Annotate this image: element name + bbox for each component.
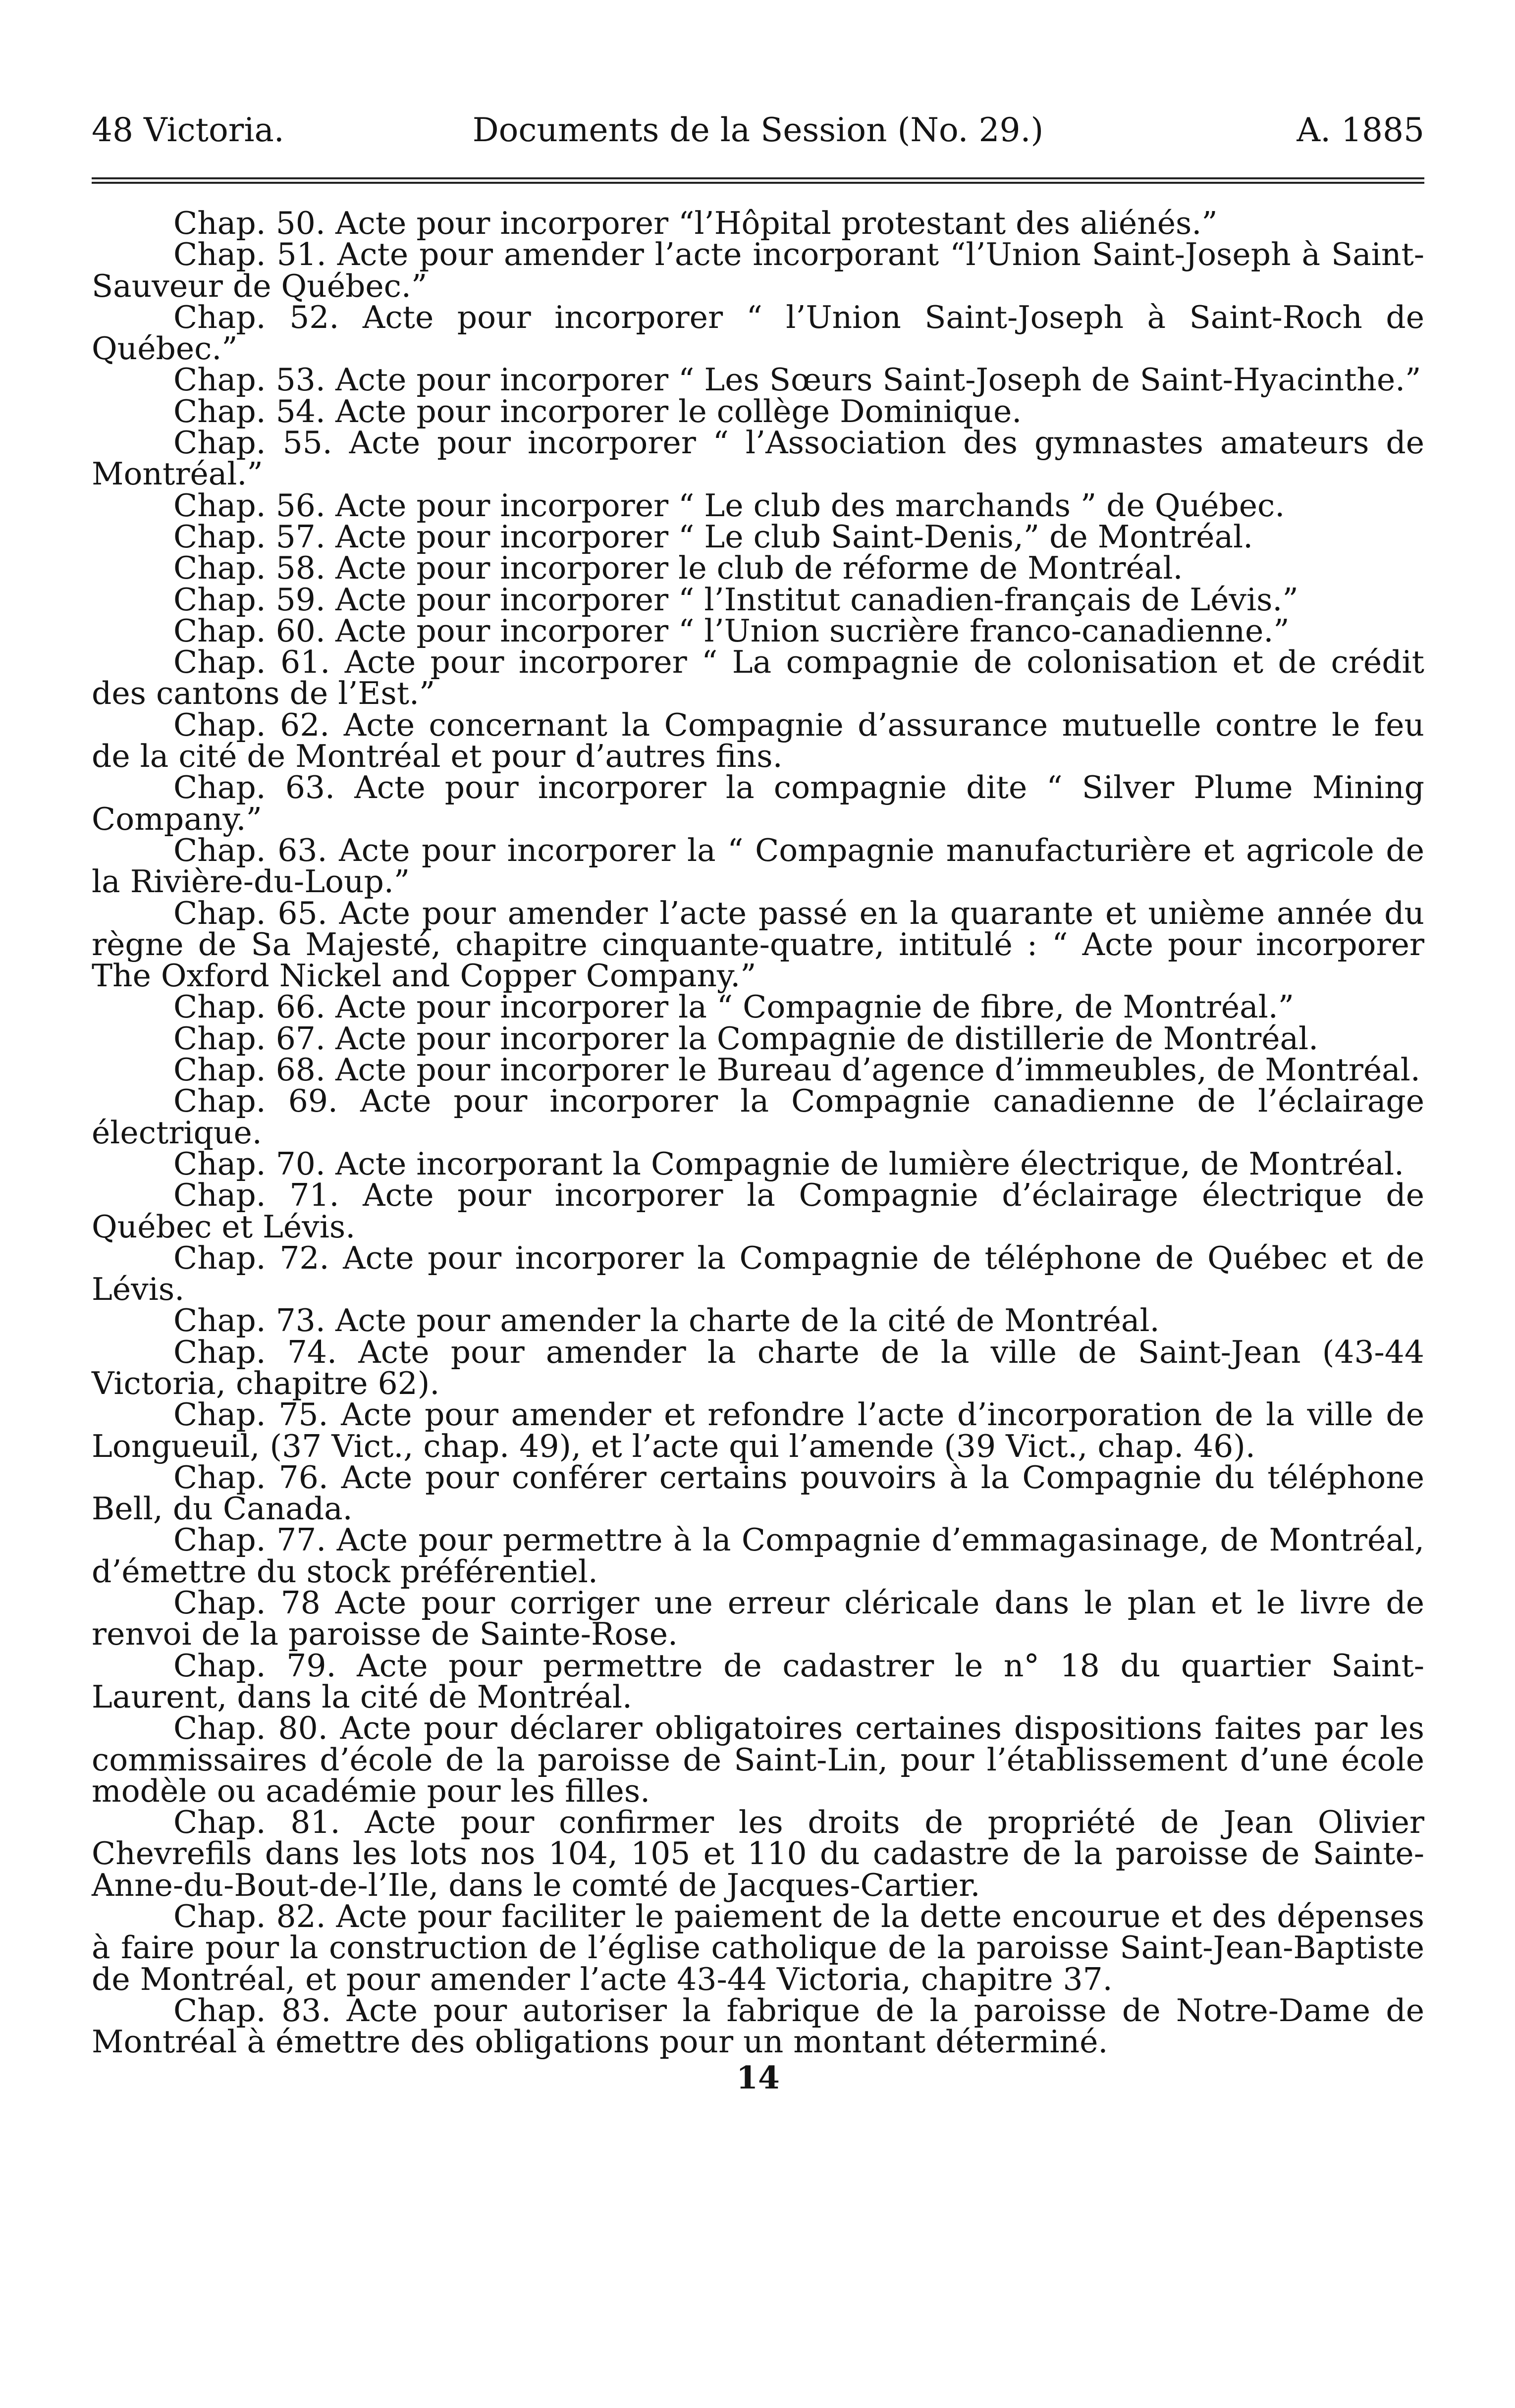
chapter-number: Chap. 75. (173, 1396, 328, 1433)
chapter-number: Chap. 71. (173, 1177, 339, 1214)
chapter-number: Chap. 55. (173, 425, 332, 461)
chapter-entry (92, 1302, 1424, 1339)
chapter-title: Acte pour permettre à la Compagnie d’emmagasinage, de Montréal, d’émettre du stock préférentiel. (92, 1522, 1424, 1590)
chapter-entry (92, 1992, 1424, 2060)
chapter-number: Chap. 54. (173, 393, 325, 429)
chapter-number: Chap. 83. (173, 1992, 331, 2029)
chapter-number: Chap. 70. (173, 1145, 325, 1182)
chapter-title: Acte pour amender la charte de la ville de Saint-Jean (43-44 Victoria, chapitre 62). (92, 1334, 1424, 1401)
chapter-entry (92, 1712, 1424, 1807)
chapter-number: Chap. 53. (173, 362, 325, 398)
chapter-number: Chap. 58. (173, 550, 325, 587)
chapter-number: Chap. 57. (173, 518, 325, 555)
header-title: Documents de la Session (No. 29.) (472, 111, 1044, 149)
chapter-entry (92, 706, 1424, 775)
chapter-number: Chap. 60. (173, 612, 325, 649)
chapter-title: Acte pour incorporer la Compagnie de téléphone de Québec et de Lévis. (92, 1239, 1424, 1308)
chapter-number: Chap. 69. (173, 1083, 338, 1120)
chapter-entry (92, 393, 1424, 429)
chapter-number: Chap. 61. (173, 644, 330, 681)
chapter-entry (92, 581, 1424, 618)
chapter-number: Chap. 74. (173, 1334, 337, 1370)
chapter-entry (92, 1239, 1424, 1308)
header-year: A. 1885 (1297, 111, 1424, 149)
chapter-entry (92, 487, 1424, 524)
chapter-number: Chap. 78 (173, 1585, 321, 1621)
chapter-number: Chap. 63. (173, 832, 327, 868)
chapter-entry (92, 1083, 1424, 1151)
chapter-list (92, 205, 1424, 2060)
chapter-number: Chap. 82. (173, 1898, 326, 1935)
chapter-title: Acte pour incorporer la “ Compagnie manufacturière et agricole de la Rivière-du-Loup.” (92, 832, 1424, 900)
chapter-title: Acte pour amender l’acte passé en la quarante et unième année du règne de Sa Majesté, chapitre cinquante-quatre, intitulé : “ Acte pour incorporer The Oxford Nickel and Copper Company.” (92, 895, 1424, 994)
chapter-title: Acte pour amender la charte de la cité de Montréal. (335, 1302, 1160, 1339)
header-double-rule (92, 177, 1424, 184)
chapter-title: Acte pour confirmer les droits de propriété de Jean Olivier Chevrefils dans les lots nos 104, 105 et 110 du cadastre de la paroisse de Sainte-Anne-du-Bout-de-l’Ile, dans le comté de Jacques-Cartier. (92, 1804, 1424, 1903)
chapter-title: Acte pour amender et refondre l’acte d’incorporation de la ville de Longueuil, (37 Vict., chap. 49), et l’acte qui l’amende (39 Vict., chap. 46). (92, 1396, 1424, 1464)
chapter-number: Chap. 65. (173, 895, 327, 931)
chapter-title: Acte pour amender l’acte incorporant “l’Union Saint-Joseph à Saint-Sauveur de Québec.” (92, 236, 1424, 304)
chapter-entry (92, 205, 1424, 241)
chapter-title: Acte pour conférer certains pouvoirs à la Compagnie du téléphone Bell, du Canada. (92, 1459, 1424, 1527)
chapter-entry (92, 1459, 1424, 1527)
chapter-title: Acte pour incorporer “ La compagnie de colonisation et de crédit des cantons de l’Est.” (92, 644, 1424, 712)
chapter-entry (92, 1585, 1424, 1653)
chapter-number: Chap. 80. (173, 1710, 328, 1747)
running-header (92, 107, 1424, 154)
header-volume: 48 Victoria. (92, 111, 284, 149)
chapter-number: Chap. 79. (173, 1647, 336, 1684)
chapter-title: Acte pour incorporer le collège Dominique. (335, 393, 1022, 429)
chapter-entry (92, 1020, 1424, 1057)
chapter-number: Chap. 62. (173, 706, 330, 743)
chapter-title: Acte pour incorporer la Compagnie d’éclairage électrique de Québec et Lévis. (92, 1177, 1424, 1245)
chapter-title: Acte pour incorporer “ Les Sœurs Saint-Joseph de Saint-Hyacinthe.” (335, 362, 1421, 398)
chapter-number: Chap. 63. (173, 769, 335, 806)
page-number: 14 (736, 2059, 780, 2096)
chapter-entry (92, 1522, 1424, 1590)
chapter-entry (92, 612, 1424, 649)
chapter-title: Acte pour incorporer “ l’Union Saint-Joseph à Saint-Roch de Québec.” (92, 299, 1424, 367)
chapter-entry (92, 989, 1424, 1025)
chapter-title: Acte pour permettre de cadastrer le n° 18 du quartier Saint-Laurent, dans la cité de Montréal. (92, 1647, 1424, 1715)
chapter-title: Acte pour incorporer “ l’Association des gymnastes amateurs de Montréal.” (92, 425, 1424, 492)
chapter-number: Chap. 73. (173, 1302, 325, 1339)
chapter-number: Chap. 51. (173, 236, 326, 273)
chapter-entry (92, 1145, 1424, 1182)
chapter-title: Acte pour incorporer la Compagnie de distillerie de Montréal. (335, 1020, 1319, 1057)
chapter-title: Acte pour incorporer “ Le club des marchands ” de Québec. (335, 487, 1285, 524)
chapter-number: Chap. 77. (173, 1522, 326, 1558)
chapter-entry (92, 1052, 1424, 1088)
chapter-entry (92, 362, 1424, 398)
chapter-number: Chap. 50. (173, 205, 325, 241)
chapter-number: Chap. 72. (173, 1239, 329, 1276)
chapter-title: Acte pour incorporer la “ Compagnie de fibre, de Montréal.” (335, 989, 1295, 1025)
chapter-title: Acte pour faciliter le paiement de la dette encourue et des dépenses à faire pour la construction de l’église catholique de la paroisse Saint-Jean-Baptiste de Montréal, et pour amender l’acte 43-44 Victoria, chapitre 37. (92, 1898, 1424, 1997)
document-page (92, 107, 1424, 2094)
chapter-entry (92, 1647, 1424, 1715)
chapter-title: Acte pour incorporer la Compagnie canadienne de l’éclairage électrique. (92, 1083, 1424, 1151)
chapter-title: Acte concernant la Compagnie d’assurance mutuelle contre le feu de la cité de Montréal et pour d’autres fins. (92, 706, 1424, 775)
chapter-number: Chap. 59. (173, 581, 325, 618)
chapter-number: Chap. 56. (173, 487, 325, 524)
chapter-title: Acte pour incorporer “ l’Institut canadien-français de Lévis.” (335, 581, 1299, 618)
chapter-title: Acte pour incorporer “l’Hôpital protestant des aliénés.” (335, 205, 1218, 241)
chapter-title: Acte pour incorporer la compagnie dite “ Silver Plume Mining Company.” (92, 769, 1424, 837)
chapter-number: Chap. 76. (173, 1459, 328, 1496)
chapter-entry (92, 1804, 1424, 1903)
chapter-title: Acte incorporant la Compagnie de lumière électrique, de Montréal. (335, 1145, 1404, 1182)
chapter-entry (92, 550, 1424, 587)
chapter-number: Chap. 52. (173, 299, 339, 335)
chapter-entry (92, 1177, 1424, 1245)
chapter-title: Acte pour incorporer le Bureau d’agence d’immeubles, de Montréal. (335, 1052, 1420, 1088)
chapter-entry (92, 1898, 1424, 1997)
chapter-entry (92, 518, 1424, 555)
chapter-number: Chap. 68. (173, 1052, 325, 1088)
chapter-title: Acte pour déclarer obligatoires certaines dispositions faites par les commissaires d’école de la paroisse de Saint-Lin, pour l’établissement d’une école modèle ou académie pour les filles. (92, 1710, 1424, 1809)
chapter-entry (92, 1334, 1424, 1401)
chapter-title: Acte pour incorporer le club de réforme de Montréal. (335, 550, 1183, 587)
chapter-title: Acte pour corriger une erreur cléricale dans le plan et le livre de renvoi de la paroisse de Sainte-Rose. (92, 1585, 1424, 1653)
chapter-number: Chap. 67. (173, 1020, 325, 1057)
chapter-number: Chap. 66. (173, 989, 325, 1025)
chapter-entry (92, 299, 1424, 367)
chapter-entry (92, 236, 1424, 304)
chapter-number: Chap. 81. (173, 1804, 340, 1841)
chapter-title: Acte pour autoriser la fabrique de la paroisse de Notre-Dame de Montréal à émettre des obligations pour un montant déterminé. (92, 1992, 1424, 2060)
chapter-title: Acte pour incorporer “ Le club Saint-Denis,” de Montréal. (335, 518, 1253, 555)
chapter-entry (92, 832, 1424, 900)
chapter-entry (92, 1396, 1424, 1464)
chapter-entry (92, 644, 1424, 712)
chapter-entry (92, 769, 1424, 837)
chapter-entry (92, 427, 1424, 490)
chapter-title: Acte pour incorporer “ l’Union sucrière franco-canadienne.” (335, 612, 1290, 649)
chapter-entry (92, 895, 1424, 994)
